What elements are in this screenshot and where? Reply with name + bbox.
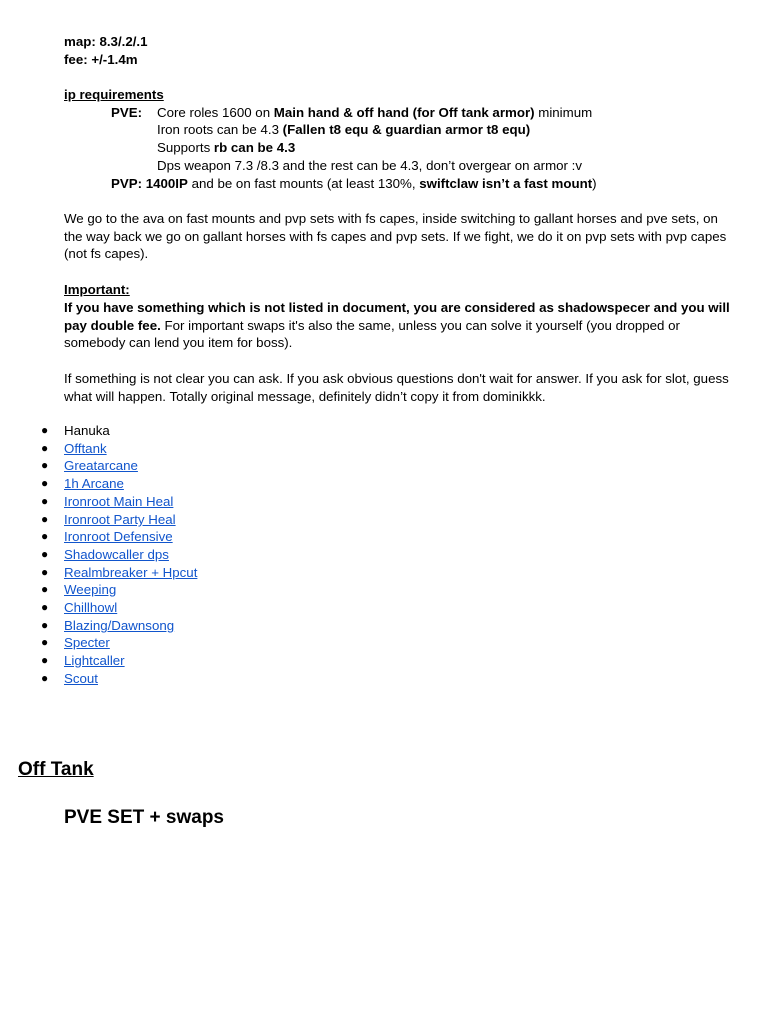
bullet-icon: ● xyxy=(41,635,49,649)
pve-core-text: Core roles 1600 on xyxy=(157,105,274,120)
bullet-icon: ● xyxy=(41,671,49,685)
bullet-icon: ● xyxy=(41,547,49,561)
role-link[interactable]: Offtank xyxy=(64,441,107,456)
subsection-title: PVE SET + swaps xyxy=(64,807,224,828)
bullet-icon: ● xyxy=(41,512,49,526)
important-heading: Important: xyxy=(64,282,130,297)
pve-supports-bold: rb can be 4.3 xyxy=(213,140,296,155)
pvp-text: and be on fast mounts (at least 130%, xyxy=(187,176,420,191)
bullet-icon: ● xyxy=(41,565,49,579)
questions-paragraph: If something is not clear you can ask. If you ask obvious questions don't wait for answer. If you ask for slot, guess what will happen. Totally original message, definitely didn’t copy it from dominikkk. xyxy=(64,371,729,404)
pve-line-supports xyxy=(157,139,295,157)
pve-core-bold: Main hand & off hand (for Off tank armor) xyxy=(273,105,535,120)
pvp-line xyxy=(111,175,597,193)
role-link[interactable]: Realmbreaker + Hpcut xyxy=(64,565,198,580)
role-link[interactable]: Greatarcane xyxy=(64,458,138,473)
role-link[interactable]: Ironroot Party Heal xyxy=(64,512,176,527)
role-link[interactable]: Ironroot Main Heal xyxy=(64,494,174,509)
pvp-bold: swiftclaw isn’t a fast mount xyxy=(419,176,593,191)
role-link[interactable]: Weeping xyxy=(64,582,117,597)
pve-line-core-roles xyxy=(157,104,592,122)
pve-label: PVE: xyxy=(111,105,143,120)
important-paragraph xyxy=(64,299,736,352)
role-link[interactable]: Chillhowl xyxy=(64,600,118,615)
pve-ironroots-bold: (Fallen t8 equ & guardian armor t8 equ) xyxy=(282,122,531,137)
map-line: map: 8.3/.2/.1 xyxy=(64,34,148,49)
fee-line: fee: +/-1.4m xyxy=(64,52,138,67)
role-link[interactable]: Scout xyxy=(64,671,99,686)
role-link[interactable]: Shadowcaller dps xyxy=(64,547,169,562)
role-link[interactable]: Blazing/Dawnsong xyxy=(64,618,175,633)
pve-supports-text: Supports xyxy=(157,140,214,155)
role-link[interactable]: Ironroot Defensive xyxy=(64,529,173,544)
pve-line-iron-roots xyxy=(157,121,530,139)
bullet-icon: ● xyxy=(41,441,49,455)
ip-requirements-heading: ip requirements xyxy=(64,87,164,102)
bullet-icon: ● xyxy=(41,529,49,543)
pve-line-dps: Dps weapon 7.3 /8.3 and the rest can be 4.3, don’t overgear on armor :v xyxy=(157,158,583,173)
bullet-icon: ● xyxy=(41,600,49,614)
bullet-icon: ● xyxy=(41,653,49,667)
section-title: Off Tank xyxy=(18,759,94,780)
mounts-paragraph: We go to the ava on fast mounts and pvp sets with fs capes, inside switching to gallant horses and pve sets, on the way back we go on gallant horses with fs capes and pvp sets. If we fight, we do it on pvp sets with pvp capes (not fs capes). xyxy=(64,211,727,262)
bullet-icon: ● xyxy=(41,618,49,632)
pve-ironroots-text: Iron roots can be 4.3 xyxy=(157,122,283,137)
important-bold: If you have something which is not listed in document, you are considered as shadowspecer and you will pay double fee. xyxy=(64,300,730,333)
bullet-icon: ● xyxy=(41,423,49,437)
bullet-icon: ● xyxy=(41,582,49,596)
bullet-icon: ● xyxy=(41,494,49,508)
important-normal: For important swaps it's also the same, unless you can solve it yourself (you dropped or somebody can lend you item for boss). xyxy=(64,317,680,351)
pvp-label: PVP: 1400IP xyxy=(111,176,188,191)
role-item: Hanuka xyxy=(64,423,110,438)
bullet-icon: ● xyxy=(41,458,49,472)
bullet-icon: ● xyxy=(41,476,49,490)
role-link[interactable]: Specter xyxy=(64,635,110,650)
pve-core-suffix: minimum xyxy=(534,105,593,120)
role-link[interactable]: 1h Arcane xyxy=(64,476,124,491)
pvp-suffix: ) xyxy=(592,176,597,191)
role-link[interactable]: Lightcaller xyxy=(64,653,125,668)
